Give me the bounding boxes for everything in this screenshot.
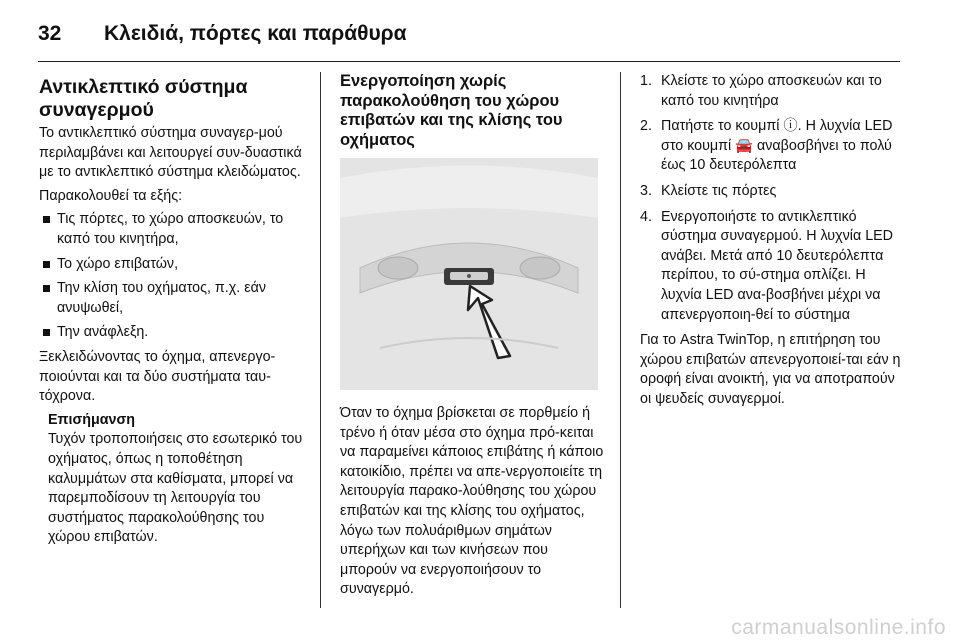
step-item: [640, 72, 908, 111]
step-number: 2.: [640, 118, 652, 135]
list-item: [39, 323, 303, 343]
list-item-text: Το χώρο επιβατών,: [57, 255, 179, 272]
list-item: [39, 210, 303, 249]
list-item: [39, 279, 303, 318]
column-1: [39, 72, 303, 548]
list-item: [39, 255, 303, 275]
column-divider-2: [620, 72, 621, 608]
column-3: [640, 72, 908, 414]
column-2: [340, 72, 606, 604]
bullet-square-icon: [43, 216, 50, 223]
note-box: [39, 411, 303, 548]
list-item-text: Την ανάφλεξη.: [57, 324, 149, 341]
note-title: Επισήμανση: [48, 411, 135, 428]
overhead-console-diagram: [340, 158, 598, 390]
bullet-square-icon: [43, 261, 50, 268]
header-divider: [38, 61, 900, 62]
alarm-outro: Ξεκλειδώνοντας το όχημα, απενεργο‐ποιούνται και τα δύο συστήματα ταυ‐τόχρονα.: [39, 348, 276, 405]
activation-heading: Ενεργοποίηση χωρίς παρακολούθηση του χώρου επιβατών και της κλίσης του οχήματος: [340, 72, 563, 149]
column-divider-1: [320, 72, 321, 608]
page-header: [38, 14, 407, 54]
step-item: [640, 182, 908, 202]
list-item-text: Την κλίση του οχήματος, π.χ. εάν ανυψωθεί,: [57, 280, 266, 316]
list-item-text: Τις πόρτες, το χώρο αποσκευών, το καπό του κινητήρα,: [57, 211, 284, 247]
section-title: Κλειδιά, πόρτες και παράθυρα: [104, 22, 407, 45]
alarm-button-illustration: [340, 158, 598, 390]
twintop-paragraph: Για το Astra TwinTop, η επιτήρηση του χώρου επιβατών απενεργοποιεί‐ται εάν η οροφή είναι ανοικτή, για να αποτραπούν οι ψευδείς συναγερμοί.: [640, 332, 901, 407]
step-item: [640, 208, 908, 326]
alarm-heading: Αντικλεπτικό σύστημα συναγερμού: [39, 76, 248, 121]
step-number: 4.: [640, 208, 652, 225]
monitored-list: [39, 210, 303, 343]
step-text: Κλείστε το χώρο αποσκευών και το καπό του κινητήρα: [661, 73, 882, 109]
step-number: 3.: [640, 182, 652, 199]
watermark: carmanualsonline.info: [731, 616, 946, 639]
note-text: Τυχόν τροποποιήσεις στο εσωτερικό του οχήματος, όπως η τοποθέτηση καλυμμάτων στα καθίσματα, μπορεί να παρεμποδίσουν τη λειτουργία του συστήματος παρακολούθησης του χώρου επιβατών.: [48, 431, 303, 546]
bullet-square-icon: [43, 329, 50, 336]
bullet-square-icon: [43, 285, 50, 292]
step-item: [640, 117, 908, 176]
step-text: Κλείστε τις πόρτες: [661, 182, 777, 199]
page-number: 32: [38, 22, 62, 45]
step-text: Ενεργοποιήστε το αντικλεπτικό σύστημα συναγερμού. Η λυχνία LED ανάβει. Μετά από 10 δευτερόλεπτα περίπου, το σύ‐στημα οπλίζει. Η λυχνία LED ανα‐βοσβήνει μέχρι να απενεργοποιη‐θεί το σύστημα: [661, 208, 894, 323]
step-number: 1.: [640, 73, 652, 89]
monitors-label: Παρακολουθεί τα εξής:: [39, 187, 183, 204]
activation-paragraph: Όταν το όχημα βρίσκεται σε πορθμείο ή τρένο ή όταν μέσα στο όχημα πρό‐κειται να παραμείνει κάποιος επιβάτης ή κάποιο κατοικίδιο, πρέπει να απε‐νεργοποιείτε τη λειτουργία παρακο‐λούθησης του χώρου επιβατών και της κλίσης του οχήματος, λόγω των πολυάριθμων σημάτων υπερήχων και των κινήσεων που μπορούν να ενεργοποιήσουν το συναγερμό.: [340, 405, 604, 598]
step-text: Πατήστε το κουμπί ⓘ. Η λυχνία LED στο κουμπί 🚘 αναβοσβήνει το πολύ έως 10 δευτερόλεπτα: [661, 118, 893, 174]
alarm-intro: Το αντικλεπτικό σύστημα συναγερ‐μού περιλαμβάνει και λειτουργεί συν‐δυαστικά με το αντικλεπτικό σύστημα κλειδώματος.: [39, 125, 302, 181]
steps-list: [640, 72, 908, 325]
